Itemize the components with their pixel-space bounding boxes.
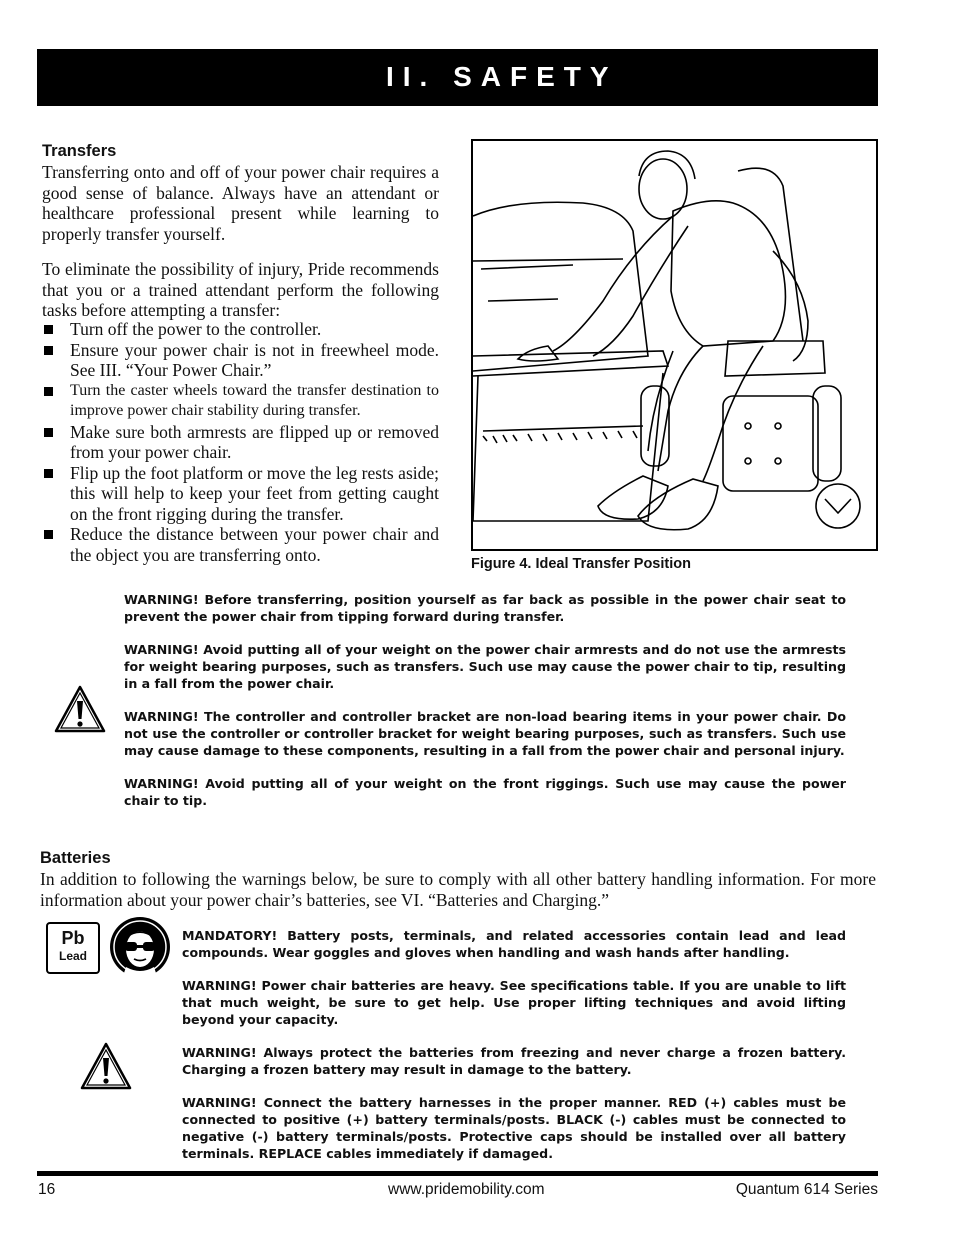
- section-title: II. SAFETY: [386, 61, 618, 92]
- warning-text: WARNING! Always protect the batteries from freezing and never charge a frozen battery. Charging a frozen battery may result in damage to the battery.: [182, 1045, 846, 1077]
- lead-label: Lead: [58, 949, 87, 963]
- batteries-heading: Batteries: [40, 849, 111, 867]
- footer-url[interactable]: www.pridemobility.com: [388, 1181, 545, 1198]
- list-item: Flip up the foot platform or move the leg rests aside; this will help to keep your feet from getting caught on the front rigging during the transfer.: [42, 463, 439, 525]
- transfer-illustration: [471, 139, 878, 551]
- warning-text: WARNING! Before transferring, position yourself as far back as possible in the power chair seat to prevent the power chair from tipping forward during transfer.: [124, 592, 846, 624]
- battery-warnings: [182, 927, 846, 1162]
- warning-text: MANDATORY! Battery posts, terminals, and related accessories contain lead and lead compounds. Wear goggles and gloves when handling and wash hands after handling.: [182, 928, 846, 960]
- wear-goggles-icon: [108, 915, 172, 979]
- warning-text: WARNING! The controller and controller bracket are non-load bearing items in your power chair. Do not use the controller or controller bracket for weight bearing purposes, such as transfers. Such use may cause damage to these components, resulting in a fall from the power chair and personal injury.: [124, 709, 846, 758]
- list-item: Make sure both armrests are flipped up or removed from your power chair.: [42, 422, 439, 463]
- transfers-heading: Transfers: [42, 142, 117, 160]
- transfers-para-2: To eliminate the possibility of injury, Pride recommends that you or a trained attendant perform the following tasks before attempting a transfer:: [42, 259, 439, 320]
- transfers-para-1: Transferring onto and off of your power chair requires a good sense of balance. Always have an attendant or healthcare professional present while learning to properly transfer yourself.: [42, 162, 439, 244]
- warning-triangle-icon: [53, 684, 107, 736]
- person-transfer-illustration: [473, 141, 876, 549]
- warning-text: WARNING! Connect the battery harnesses in the proper manner. RED (+) cables must be connected to positive (+) battery terminals/posts. BLACK (-) cables must be connected to negative (-) battery terminals/posts. Protective caps should be installed over all battery terminals. REPLACE cables immediately if damaged.: [182, 1095, 846, 1161]
- warning-triangle-icon: [79, 1041, 133, 1093]
- list-item: Turn off the power to the controller.: [42, 319, 439, 340]
- list-item: Turn the caster wheels toward the transfer destination to improve power chair stability during transfer.: [42, 381, 439, 422]
- batteries-intro: In addition to following the warnings below, be sure to comply with all other battery handling information. For more information about your power chair’s batteries, see VI. “Batteries and Charging.”: [40, 869, 876, 910]
- footer-series: Quantum 614 Series: [735, 1181, 878, 1198]
- warning-text: WARNING! Avoid putting all of your weight on the front riggings. Such use may cause the power chair to tip.: [124, 776, 846, 808]
- list-item: Reduce the distance between your power chair and the object you are transferring onto.: [42, 524, 439, 565]
- transfer-checklist: [42, 319, 439, 565]
- lead-symbol: Pb: [61, 928, 85, 948]
- lead-hazard-icon: [46, 922, 100, 974]
- warning-text: WARNING! Power chair batteries are heavy. See specifications table. If you are unable to lift that much weight, be sure to get help. Use proper lifting techniques and avoid lifting beyond your capacity.: [182, 978, 846, 1027]
- section-banner: [37, 49, 878, 106]
- transfer-warnings: [124, 591, 846, 809]
- list-item: Ensure your power chair is not in freewheel mode. See III. “Your Power Chair.”: [42, 340, 439, 381]
- warning-text: WARNING! Avoid putting all of your weight on the power chair armrests and do not use the armrests for weight bearing purposes, such as transfers. Such use may cause the power chair to tip, resulting in a fall from the power chair.: [124, 642, 846, 691]
- figure-caption: Figure 4. Ideal Transfer Position: [471, 556, 691, 572]
- footer-rule: [37, 1171, 878, 1176]
- page-number: 16: [38, 1181, 56, 1198]
